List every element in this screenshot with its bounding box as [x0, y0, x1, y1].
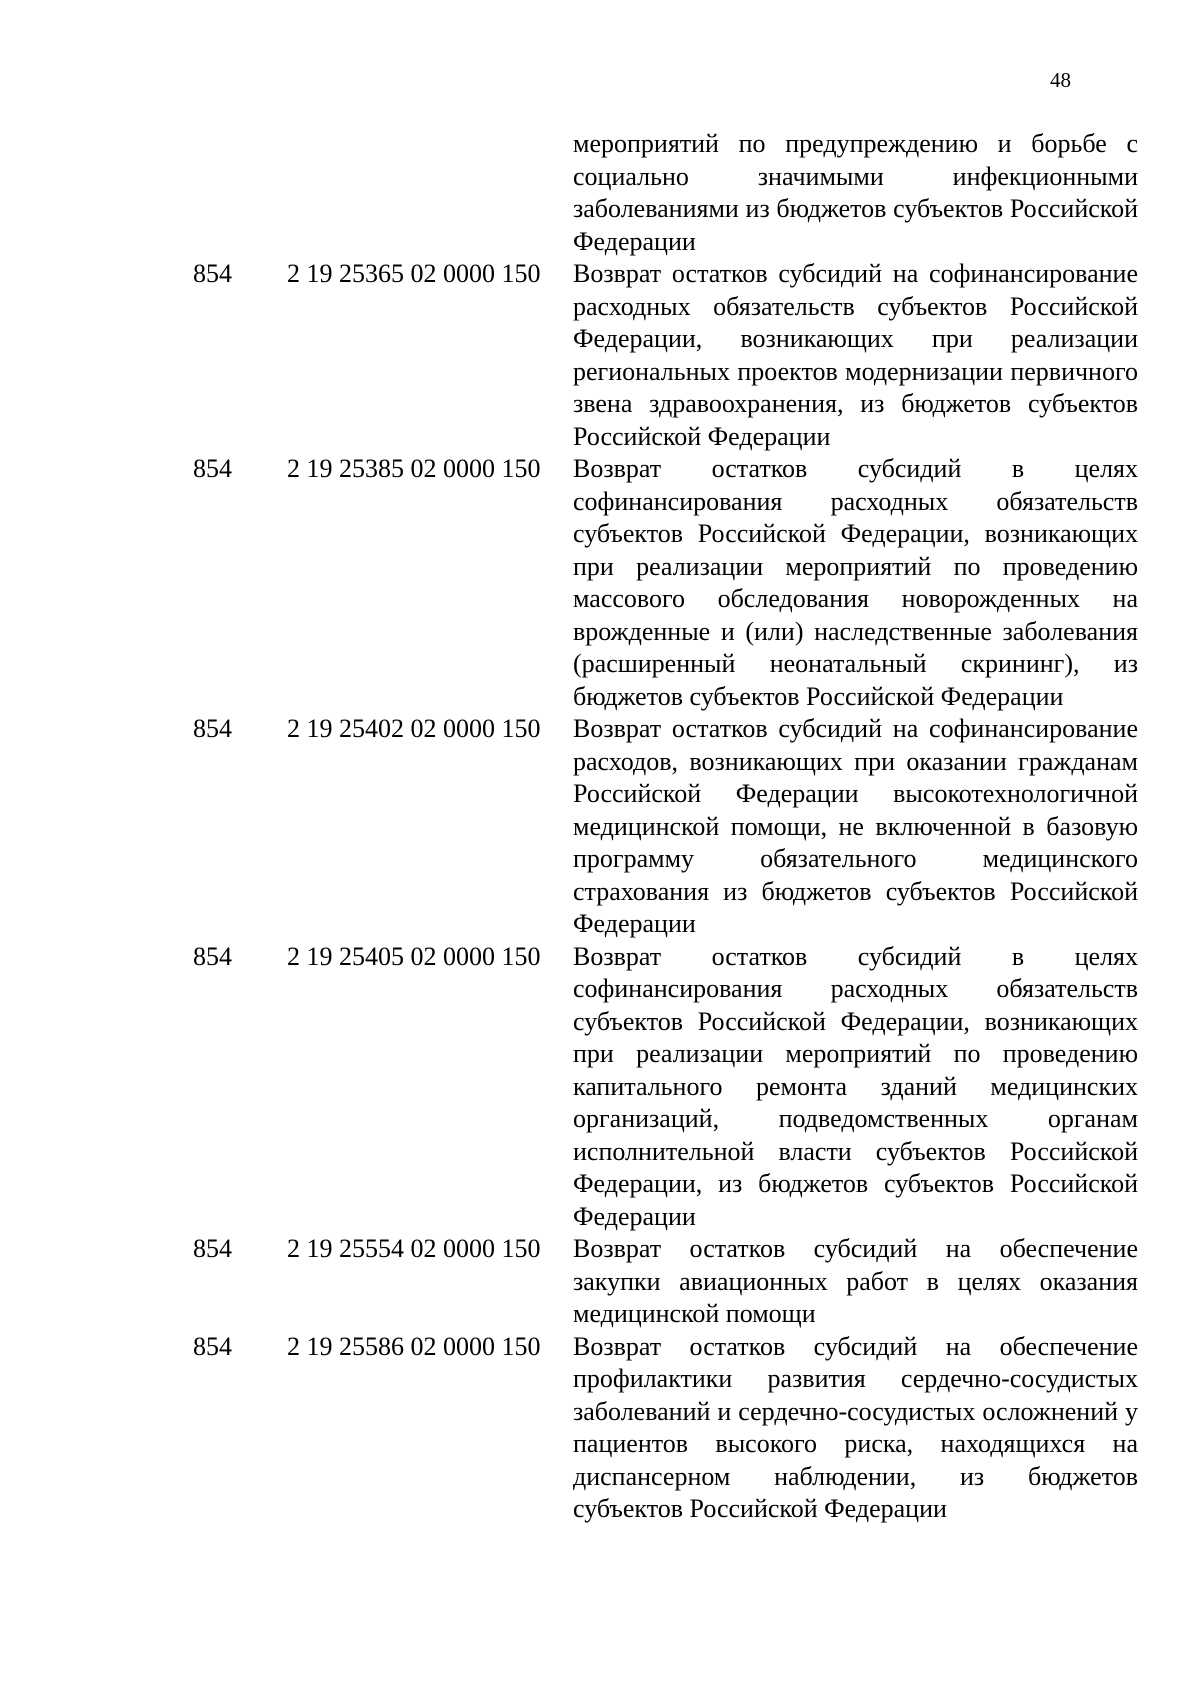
revenue-code: 2 19 25586 02 0000 150: [287, 1331, 541, 1361]
revenue-description: Возврат остатков субсидий на обеспечение закупки авиационных работ в целях оказания медицинской помощи: [573, 1234, 1138, 1328]
budget-codes-table: [193, 128, 1148, 1526]
revenue-description: Возврат остатков субсидий на софинансирование расходных обязательств субъектов Российской Федерации, возникающих при реализации региональных проектов модернизации первичного звена здравоохранения, из бюджетов субъектов Российской Федерации: [573, 259, 1138, 451]
admin-code: 854: [193, 259, 232, 288]
revenue-description: Возврат остатков субсидий в целях софинансирования расходных обязательств субъектов Российской Федерации, возникающих при реализации мероприятий по проведению массового обследования новорожденных на врожденные и (или) наследственные заболевания (расширенный неонатальный скрининг), из бюджетов субъектов Российской Федерации: [573, 454, 1138, 711]
revenue-code: 2 19 25554 02 0000 150: [287, 1234, 541, 1263]
table-row: [193, 1331, 1148, 1526]
revenue-code: 2 19 25385 02 0000 150: [287, 454, 541, 483]
revenue-description: Возврат остатков субсидий на обеспечение профилактики развития сердечно-сосудистых заболеваний и сердечно-сосудистых осложнений у пациентов высокого риска, находящихся на диспансерном наблюдении, из бюджетов субъектов Российской Федерации: [573, 1331, 1138, 1523]
table-row: [193, 1233, 1148, 1331]
table-row: [193, 713, 1148, 941]
admin-code: 854: [193, 454, 232, 483]
table-row: [193, 453, 1148, 713]
admin-code: 854: [193, 1234, 232, 1263]
admin-code: 854: [193, 1331, 232, 1361]
revenue-code: 2 19 25365 02 0000 150: [287, 259, 541, 288]
table-row: [193, 258, 1148, 453]
page-number: 48: [1050, 68, 1071, 92]
revenue-description: Возврат остатков субсидий на софинансирование расходов, возникающих при оказании гражданам Российской Федерации высокотехнологичной медицинской помощи, не включенной в базовую программу обязательного медицинского страхования из бюджетов субъектов Российской Федерации: [573, 714, 1138, 938]
revenue-code: 2 19 25405 02 0000 150: [287, 941, 541, 971]
revenue-code: 2 19 25402 02 0000 150: [287, 714, 541, 743]
admin-code: 854: [193, 941, 232, 971]
revenue-description: Возврат остатков субсидий в целях софинансирования расходных обязательств субъектов Российской Федерации, возникающих при реализации мероприятий по проведению капитального ремонта зданий медицинских организаций, подведомственных органам исполнительной власти субъектов Российской Федерации, из бюджетов субъектов Российской Федерации: [573, 941, 1138, 1231]
revenue-description: мероприятий по предупреждению и борьбе с социально значимыми инфекционными заболеваниями из бюджетов субъектов Российской Федерации: [573, 129, 1138, 256]
table-row-continuation: [193, 128, 1148, 258]
admin-code: 854: [193, 714, 232, 743]
table-row: [193, 941, 1148, 1234]
